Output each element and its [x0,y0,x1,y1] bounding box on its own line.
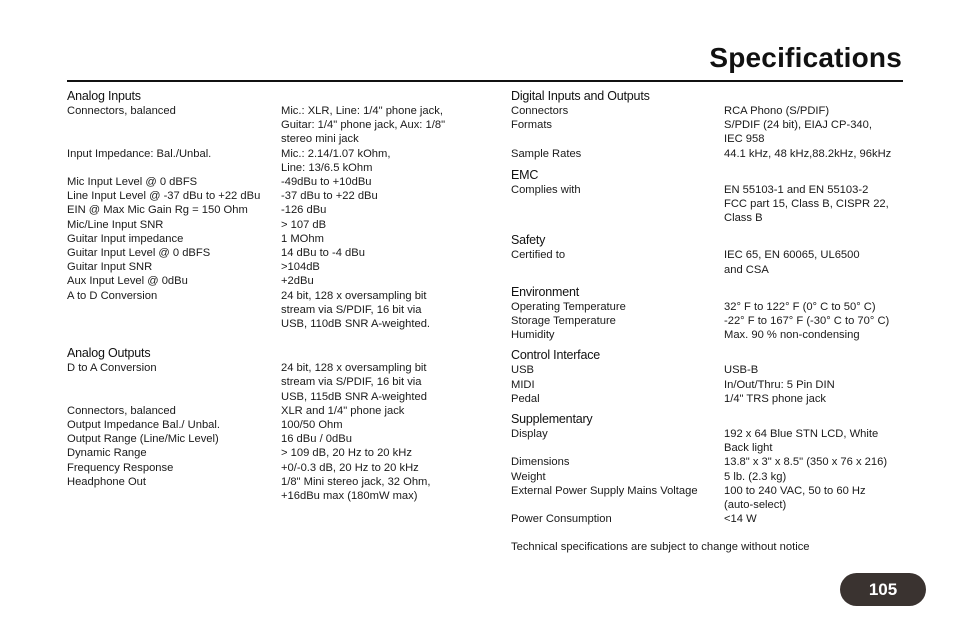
spec-label: Frequency Response [67,461,174,474]
page-title: Specifications [709,42,902,73]
spec-value: -37 dBu to +22 dBu [281,190,378,203]
spec-row [67,175,477,189]
spec-value: +0/-0.3 dB, 20 Hz to 20 kHz [281,461,419,474]
spec-value: S/PDIF (24 bit), EIAJ CP-340, IEC 958 [724,119,872,146]
spec-value: Mic.: 2.14/1.07 kOhm, Line: 13/6.5 kOhm [281,147,391,174]
spec-value: Max. 90 % non-condensing [724,329,860,342]
spec-row [511,470,911,484]
spec-label: Pedal [511,392,540,405]
spec-label: Output Impedance Bal./ Unbal. [67,419,220,432]
disclaimer-note: Technical specifications are subject to change without notice [511,541,810,554]
section-analog-inputs [67,88,477,331]
spec-value: 100 to 240 VAC, 50 to 60 Hz (auto-select) [724,484,866,512]
spec-value: 16 dBu / 0dBu [281,433,352,446]
spec-label: Complies with [511,183,581,196]
spec-value: <14 W [724,513,757,526]
spec-label: Display [511,428,548,441]
spec-value: 5 lb. (2.3 kg) [724,470,787,483]
spec-label: Dynamic Range [67,447,147,460]
spec-label: Dimensions [511,456,570,469]
spec-value: 192 x 64 Blue STN LCD, White Back light [724,428,879,455]
spec-row [67,404,477,418]
spec-label: Sample Rates [511,147,582,160]
spec-row [67,232,477,246]
spec-row [67,361,477,404]
section-analog-outputs [67,345,477,503]
spec-value: 1 MOhm [281,232,324,245]
spec-value: EN 55103-1 and EN 55103-2 FCC part 15, Class B, CISPR 22, Class B [724,183,889,225]
spec-label: Headphone Out [67,475,146,488]
section-heading: Safety [511,233,546,248]
spec-row [67,260,477,274]
spec-label: Mic/Line Input SNR [67,218,164,231]
section-safety [511,232,911,276]
spec-row [511,455,911,469]
title-rule [67,80,903,82]
section-environment [511,284,911,343]
spec-label: Guitar Input SNR [67,261,153,274]
spec-value: >104dB [281,261,320,274]
spec-row [511,118,911,146]
spec-label: Connectors, balanced [67,105,176,117]
spec-value: RCA Phono (S/PDIF) [724,105,830,117]
section-heading: Supplementary [511,412,593,427]
spec-value: Mic.: XLR, Line: 1/4" phone jack, Guitar: 1/4" phone jack, Aux: 1/8" stereo mini jack [281,105,446,146]
spec-value: -49dBu to +10dBu [281,176,372,189]
section-heading: Analog Outputs [67,346,151,361]
section-control-interface [511,347,911,406]
spec-row [67,289,477,332]
spec-label: Connectors, balanced [67,404,176,417]
spec-value: -126 dBu [281,204,327,217]
spec-label: Aux Input Level @ 0dBu [67,275,188,288]
spec-value: 24 bit, 128 x oversampling bit stream via S/PDIF, 16 bit via USB, 115dB SNR A-weighted [281,362,427,403]
spec-row [511,328,911,342]
spec-value: 1/4" TRS phone jack [724,392,827,405]
spec-value: -22° F to 167° F (-30° C to 70° C) [724,315,890,328]
spec-label: EIN @ Max Mic Gain Rg = 150 Ohm [67,204,248,217]
spec-label: D to A Conversion [67,362,157,375]
spec-label: Formats [511,119,553,132]
spec-label: Line Input Level @ -37 dBu to +22 dBu [67,190,261,203]
spec-label: Mic Input Level @ 0 dBFS [67,176,198,189]
spec-value: In/Out/Thru: 5 Pin DIN [724,378,835,391]
spec-row [511,248,911,276]
spec-label: Connectors [511,105,569,117]
left-column [67,88,477,503]
spec-row [67,246,477,260]
spec-label: Guitar Input Level @ 0 dBFS [67,247,211,260]
spec-row [511,427,911,455]
spec-row [511,147,911,161]
spec-row [67,461,477,475]
spec-row [511,314,911,328]
spec-value: 32° F to 122° F (0° C to 50° C) [724,300,876,313]
spec-row [511,484,911,512]
spec-value: > 109 dB, 20 Hz to 20 kHz [281,447,412,460]
section-heading: Digital Inputs and Outputs [511,89,650,103]
section-digital-io [511,88,911,161]
spec-label: A to D Conversion [67,289,158,302]
spec-row [67,475,477,503]
section-supplementary [511,411,911,526]
spec-value: IEC 65, EN 60065, UL6500 and CSA [724,249,860,276]
spec-label: MIDI [511,378,535,391]
spec-value: 44.1 kHz, 48 kHz,88.2kHz, 96kHz [724,147,892,160]
spec-row [511,512,911,526]
spec-row [511,392,911,406]
spec-row [67,147,477,175]
page-number-badge: 105 [840,573,926,606]
section-heading: Control Interface [511,348,601,363]
spec-row [511,104,911,118]
right-column [511,88,911,554]
spec-label: Operating Temperature [511,300,626,313]
spec-row [67,432,477,446]
spec-label: External Power Supply Mains Voltage [511,484,698,497]
section-heading: Environment [511,284,579,299]
spec-row [511,363,911,377]
spec-value: +2dBu [281,275,314,288]
spec-value: 100/50 Ohm [281,419,343,432]
spec-label: Humidity [511,329,555,342]
spec-row [67,104,477,147]
spec-label: Certified to [511,249,566,262]
section-heading: EMC [511,167,539,182]
spec-label: Input Impedance: Bal./Unbal. [67,147,212,160]
spec-value: 1/8" Mini stereo jack, 32 Ohm, +16dBu max (180mW max) [281,475,431,503]
spec-row [511,300,911,314]
spec-label: Power Consumption [511,513,612,526]
spec-row [67,218,477,232]
section-spacer [67,331,477,345]
spec-label: USB [511,364,535,377]
spec-label: Storage Temperature [511,315,616,328]
spec-row [67,446,477,460]
section-emc [511,167,911,226]
spec-value: > 107 dB [281,218,327,231]
spec-value: XLR and 1/4" phone jack [281,404,405,417]
spec-row [511,378,911,392]
spec-value: USB-B [724,364,759,377]
spec-value: 13.8" x 3" x 8.5" (350 x 76 x 216) [724,456,888,469]
section-heading: Analog Inputs [67,89,141,103]
spec-label: Weight [511,470,546,483]
spec-value: 14 dBu to -4 dBu [281,247,365,260]
spec-value: 24 bit, 128 x oversampling bit stream via S/PDIF, 16 bit via USB, 110dB SNR A-weighted. [281,289,431,331]
spec-row [511,183,911,226]
spec-row [67,418,477,432]
spec-row [67,189,477,203]
spec-label: Guitar Input impedance [67,232,184,245]
spec-row [67,203,477,217]
spec-label: Output Range (Line/Mic Level) [67,433,219,446]
spec-row [67,274,477,288]
